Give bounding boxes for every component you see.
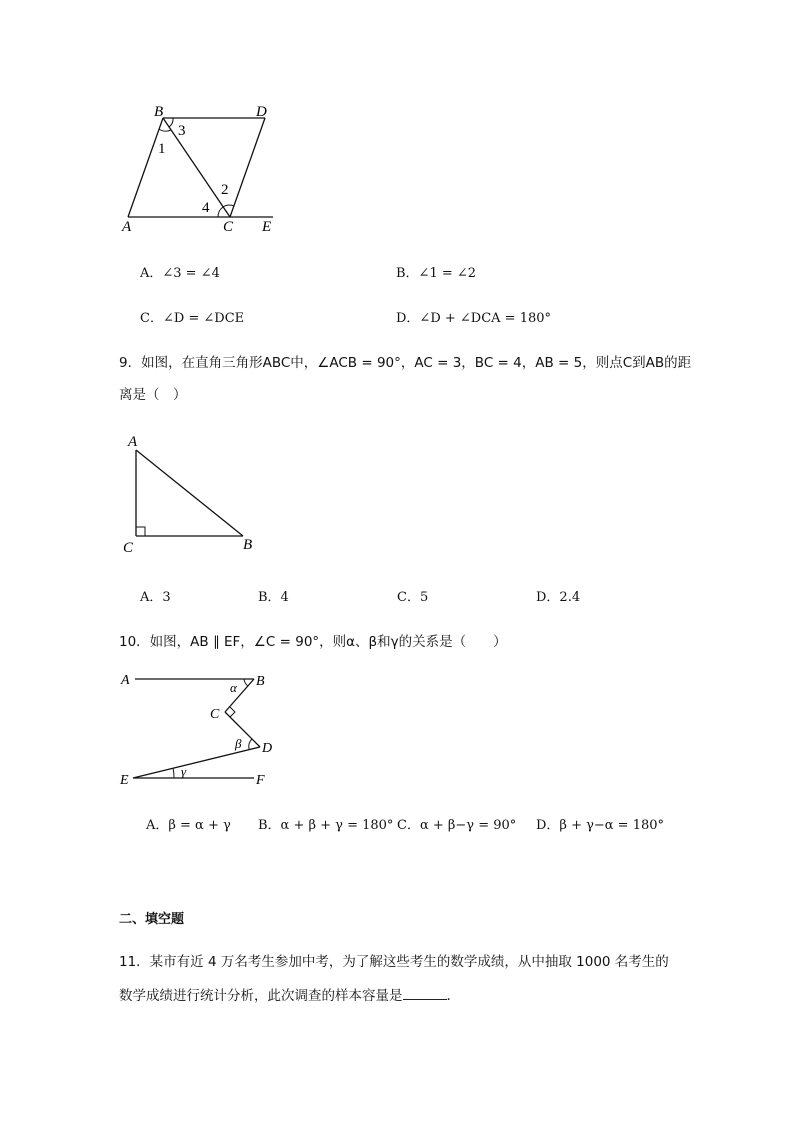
right-angle-mark: [230, 707, 235, 717]
label-f: F: [256, 773, 265, 788]
label-d: D: [256, 104, 267, 120]
segment-de: [133, 747, 260, 778]
segment-ab: [128, 118, 163, 217]
label-e: E: [120, 773, 129, 788]
q11-stem-line2: [119, 984, 460, 1004]
label-b: B: [243, 537, 253, 553]
label-b: B: [154, 104, 164, 120]
label-d: D: [262, 741, 273, 756]
q10-option-c[interactable]: C．α + β−γ = 90°: [397, 818, 517, 833]
label-c: C: [123, 540, 134, 556]
q10-option-d[interactable]: D．β + γ−α = 180°: [536, 818, 665, 833]
label-c: C: [223, 219, 234, 235]
label-1: 1: [158, 141, 166, 157]
q9-stem-line1: 9．如图，在直角三角形ABC中，∠ACB = 90°，AC = 3，BC = 4，AB = 5，则点C到AB的距: [119, 355, 692, 371]
q11-stem-text: 数学成绩进行统计分析，此次调查的样本容量是: [119, 988, 403, 1004]
q11-stem-line1: 11．某市有近 4 万名考生参加中考，为了解这些考生的数学成绩，从中抽取 1000 名考生的: [119, 954, 669, 970]
q8-option-b[interactable]: B．∠1 = ∠2: [396, 266, 477, 281]
label-2: 2: [221, 182, 229, 198]
segment-dc: [230, 118, 265, 217]
label-c: C: [210, 707, 220, 722]
q9-option-c[interactable]: C．5: [397, 590, 429, 605]
q9-stem-line2: 离是（ ）: [119, 387, 187, 403]
label-b: B: [256, 674, 265, 689]
angle-arc-4: [218, 207, 223, 217]
label-beta: β: [235, 736, 242, 751]
q8-figure: [110, 96, 290, 236]
label-3: 3: [178, 123, 186, 139]
q9-option-b[interactable]: B．4: [258, 590, 289, 605]
q9-option-a[interactable]: A．3: [140, 590, 171, 605]
q9-option-d[interactable]: D．2.4: [536, 590, 581, 605]
label-e: E: [262, 219, 272, 235]
label-a: A: [122, 219, 132, 235]
label-a: A: [128, 434, 138, 450]
section-title: 二、填空题: [119, 912, 185, 927]
angle-arc-alpha: [244, 679, 248, 686]
angle-arc-gamma: [173, 768, 174, 778]
right-angle-mark: [136, 527, 145, 536]
q10-figure: [115, 668, 285, 793]
label-a: A: [121, 673, 130, 688]
q8-option-c[interactable]: C．∠D = ∠DCE: [140, 311, 245, 326]
angle-arc-3: [169, 118, 173, 127]
q8-option-d[interactable]: D．∠D + ∠DCA = 180°: [396, 311, 552, 326]
label-4: 4: [202, 200, 210, 216]
q11-stem-end: ．: [446, 988, 460, 1004]
label-gamma: γ: [181, 764, 187, 779]
q10-stem: 10．如图，AB ∥ EF，∠C = 90°，则α、β和γ的关系是（ ）: [119, 634, 507, 650]
angle-arc-beta: [249, 739, 252, 749]
label-alpha: α: [230, 680, 237, 695]
q10-option-b[interactable]: B．α + β + γ = 180°: [258, 818, 394, 833]
angle-arc-1: [159, 129, 171, 131]
answer-blank[interactable]: [403, 987, 447, 1000]
q8-option-a[interactable]: A．∠3 = ∠4: [140, 266, 220, 281]
angle-arc-2: [223, 205, 234, 207]
q10-option-a[interactable]: A．β = α + γ: [146, 818, 231, 833]
q9-figure: [115, 428, 275, 558]
segment-bc: [163, 118, 230, 217]
segment-ab: [136, 450, 243, 536]
